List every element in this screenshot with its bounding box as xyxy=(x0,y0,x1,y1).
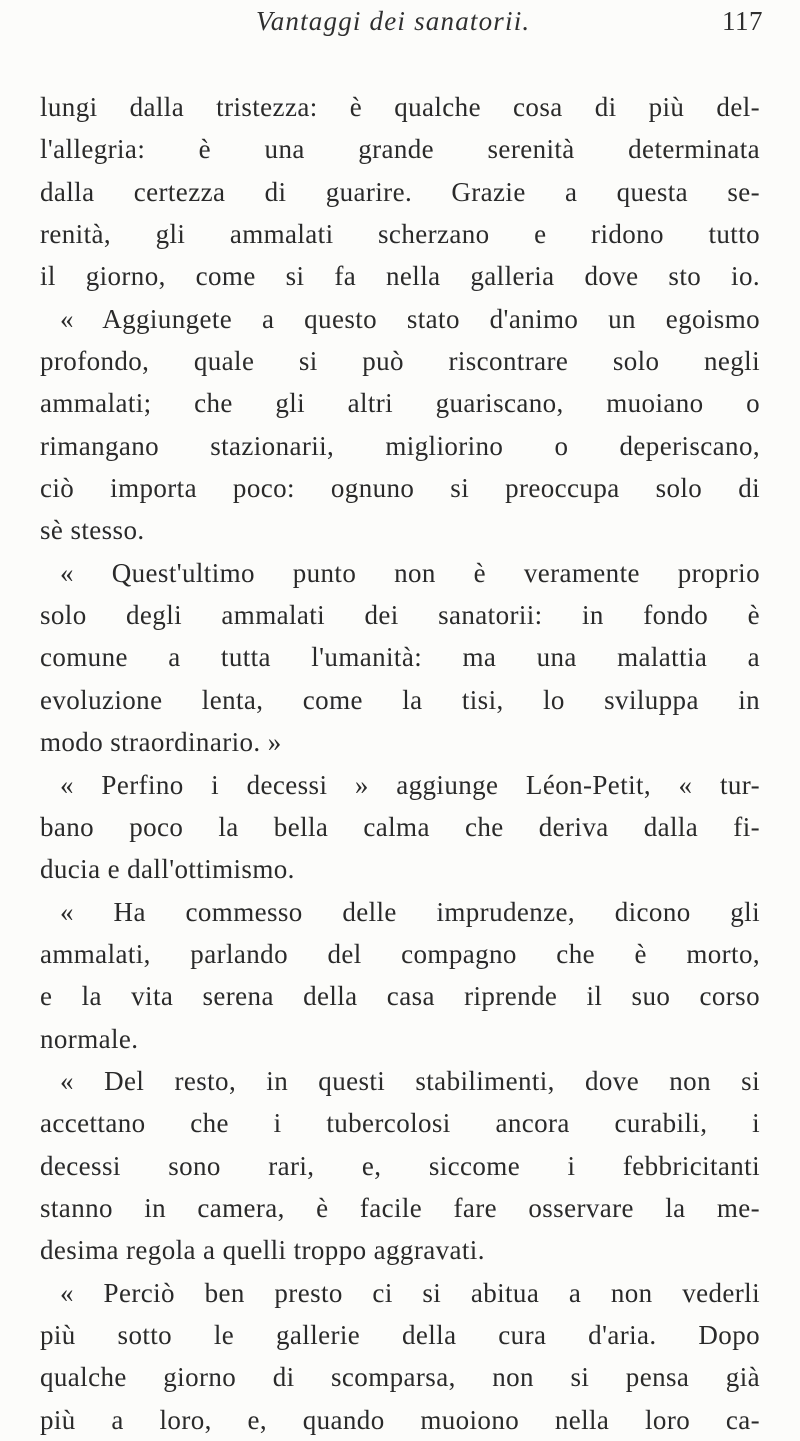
text-line: solo degli ammalati dei sanatorii: in fondo è xyxy=(40,600,760,631)
text-line: « Perfino i decessi » aggiunge Léon-Petit, « tur- xyxy=(60,769,760,800)
text-line: ciò importa poco: ognuno si preoccupa solo di xyxy=(40,473,760,504)
text-line: evoluzione lenta, come la tisi, lo sviluppa in xyxy=(40,684,760,715)
text-line: più sotto le gallerie della cura d'aria. Dopo xyxy=(40,1319,760,1350)
running-title: Vantaggi dei sanatorii. xyxy=(256,6,531,36)
text-line: renità, gli ammalati scherzano e ridono tutto xyxy=(40,219,760,250)
text-line: l'allegria: è una grande serenità determinata xyxy=(40,134,760,165)
text-line: rimangano stazionarii, migliorino o deperiscano, xyxy=(40,430,760,461)
text-line: « Ha commesso delle imprudenze, dicono gli xyxy=(60,896,760,927)
text-line: ducia e dall'ottimismo. xyxy=(40,854,295,885)
text-line: profondo, quale si può riscontrare solo negli xyxy=(40,346,760,377)
text-line: modo straordinario. » xyxy=(40,727,282,758)
text-line: il giorno, come si fa nella galleria dove sto io. xyxy=(40,261,760,292)
text-line: bano poco la bella calma che deriva dalla fi- xyxy=(40,811,760,842)
text-line: normale. xyxy=(40,1023,139,1054)
text-line: « Aggiungete a questo stato d'animo un egoismo xyxy=(60,303,760,334)
running-head xyxy=(0,2,800,50)
text-line: « Perciò ben presto ci si abitua a non vederli xyxy=(60,1277,760,1308)
text-line: « Del resto, in questi stabilimenti, dove non si xyxy=(60,1065,760,1096)
page-number: 117 xyxy=(722,6,763,36)
text-line: qualche giorno di scomparsa, non si pensa già xyxy=(40,1362,760,1393)
text-line: ammalati; che gli altri guariscano, muoiano o xyxy=(40,388,760,419)
text-line: « Quest'ultimo punto non è veramente proprio xyxy=(60,557,760,588)
text-line: e la vita serena della casa riprende il suo corso xyxy=(40,981,760,1012)
text-line: più a loro, e, quando muoiono nella loro ca- xyxy=(40,1404,760,1435)
text-line: comune a tutta l'umanità: ma una malattia a xyxy=(40,642,760,673)
body-text xyxy=(40,86,760,1441)
text-line: dalla certezza di guarire. Grazie a questa se- xyxy=(40,176,760,207)
text-line: ammalati, parlando del compagno che è morto, xyxy=(40,938,760,969)
text-line: lungi dalla tristezza: è qualche cosa di più del- xyxy=(40,92,760,122)
text-line: sè stesso. xyxy=(40,515,145,546)
text-line: accettano che i tubercolosi ancora curabili, i xyxy=(40,1108,760,1139)
text-line: stanno in camera, è facile fare osservare la me- xyxy=(40,1192,760,1223)
text-line: decessi sono rari, e, siccome i febbricitanti xyxy=(40,1150,760,1181)
text-line: desima regola a quelli troppo aggravati. xyxy=(40,1235,485,1266)
